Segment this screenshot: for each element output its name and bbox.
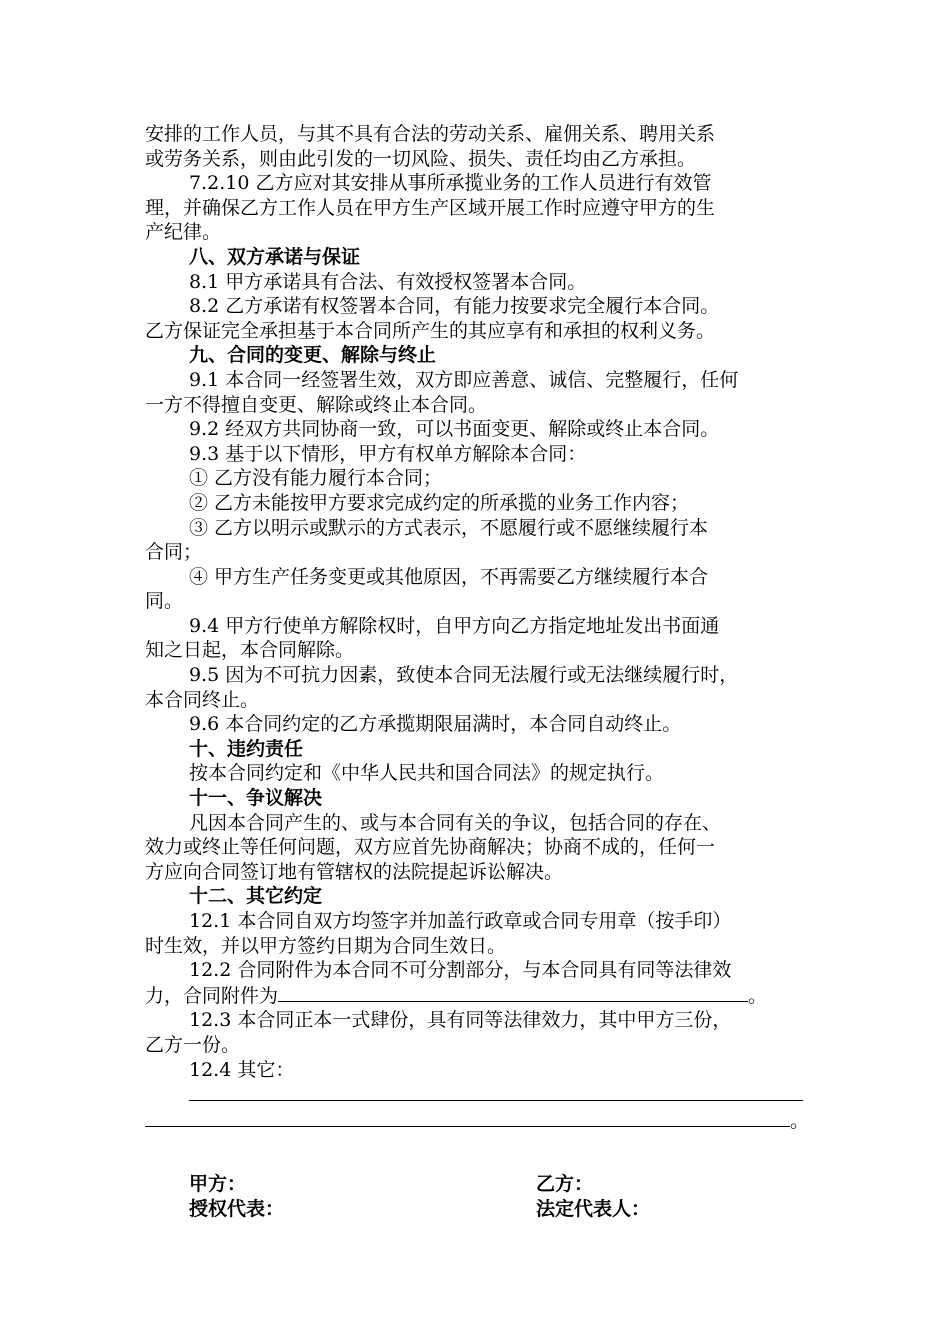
text-line: 按本合同约定和《中华人民共和国合同法》的规定执行。 xyxy=(189,762,665,785)
text-line: ④ 甲方生产任务变更或其他原因，不再需要乙方继续履行本合 xyxy=(189,565,709,588)
section-heading: 八、双方承诺与保证 xyxy=(189,245,361,268)
other-blank-2 xyxy=(145,1108,790,1127)
text-line: 合同； xyxy=(145,541,203,564)
text-line: 9.4 甲方行使单方解除权时，自甲方向乙方指定地址发出书面通 xyxy=(189,614,720,637)
other-blank-line-1 xyxy=(145,1082,811,1108)
text-line: 9.1 本合同一经签署生效，双方即应善意、诚信、完整履行，任何 xyxy=(189,368,739,391)
signature-party-b xyxy=(536,1172,650,1222)
text-line: 9.2 经双方共同协商一致，可以书面变更、解除或终止本合同。 xyxy=(189,418,720,441)
other-blank-1 xyxy=(189,1082,803,1101)
text-line: 时生效，并以甲方签约日期为合同生效日。 xyxy=(145,934,507,957)
annex-suffix: 。 xyxy=(748,984,768,1007)
party-b-rep-label: 法定代表人： xyxy=(536,1198,651,1220)
section-heading: 十、违约责任 xyxy=(189,737,304,760)
annex-prefix: 力，合同附件为 xyxy=(145,984,279,1007)
party-a-label: 甲方： xyxy=(189,1173,247,1195)
annex-line xyxy=(145,983,811,1009)
clause-lines-2 xyxy=(145,1008,811,1082)
text-line: 知之日起，本合同解除。 xyxy=(145,639,355,662)
text-line: 安排的工作人员，与其不具有合法的劳动关系、雇佣关系、聘用关系 xyxy=(145,123,716,145)
section-heading: 十一、争议解决 xyxy=(189,787,323,810)
text-line: ① 乙方没有能力履行本合同； xyxy=(189,467,443,490)
final-suffix: 。 xyxy=(790,1109,810,1132)
annex-blank xyxy=(278,983,748,1002)
text-line: 8.2 乙方承诺有权签署本合同，有能力按要求完全履行本合同。 xyxy=(189,295,720,318)
text-line: 产纪律。 xyxy=(145,221,222,244)
party-a-rep-label: 授权代表： xyxy=(189,1198,285,1220)
text-line: 7.2.10 乙方应对其安排从事所承揽业务的工作人员进行有效管 xyxy=(189,172,712,195)
text-line: 12.4 其它： xyxy=(189,1058,295,1081)
text-line: ② 乙方未能按甲方要求完成约定的所承揽的业务工作内容； xyxy=(189,491,690,514)
text-line: 9.6 本合同约定的乙方承揽期限届满时，本合同自动终止。 xyxy=(189,713,682,736)
text-line: 乙方保证完全承担基于本合同所产生的其应享有和承担的权利义务。 xyxy=(145,319,716,342)
section-heading: 九、合同的变更、解除与终止 xyxy=(189,344,437,367)
text-line: 12.1 本合同自双方均签字并加盖行政章或合同专用章（按手印） xyxy=(189,910,732,932)
text-line: 凡因本合同产生的、或与本合同有关的争议，包括合同的存在、 xyxy=(189,811,722,834)
text-line: 本合同终止。 xyxy=(145,688,260,711)
section-heading: 十二、其它约定 xyxy=(189,885,323,908)
text-line: ③ 乙方以明示或默示的方式表示，不愿履行或不愿继续履行本 xyxy=(189,516,709,539)
clause-lines xyxy=(145,122,811,983)
text-line: 9.5 因为不可抗力因素，致使本合同无法履行或无法继续履行时， xyxy=(189,664,739,687)
text-line: 12.2 合同附件为本合同不可分割部分，与本合同具有同等法律效 xyxy=(189,959,732,982)
text-line: 方应向合同签订地有管辖权的法院提起诉讼解决。 xyxy=(145,860,564,883)
text-line: 乙方一份。 xyxy=(145,1033,241,1056)
signature-party-a xyxy=(189,1172,284,1222)
text-line: 或劳务关系，则由此引发的一切风险、损失、责任均由乙方承担。 xyxy=(145,147,697,170)
text-line: 9.3 基于以下情形，甲方有权单方解除本合同： xyxy=(189,442,587,465)
text-line: 12.3 本合同正本一式肆份，具有同等法律效力，其中甲方三份， xyxy=(189,1009,732,1032)
party-b-label: 乙方： xyxy=(536,1173,594,1195)
contract-body xyxy=(145,122,811,1133)
text-line: 理，并确保乙方工作人员在甲方生产区域开展工作时应遵守甲方的生 xyxy=(145,196,716,219)
text-line: 一方不得擅自变更、解除或终止本合同。 xyxy=(145,393,488,416)
text-line: 同。 xyxy=(145,590,184,613)
other-blank-line-2 xyxy=(145,1108,811,1134)
text-line: 效力或终止等任何问题，双方应首先协商解决；协商不成的，任何一 xyxy=(145,836,716,859)
text-line: 8.1 甲方承诺具有合法、有效授权签署本合同。 xyxy=(189,270,587,293)
